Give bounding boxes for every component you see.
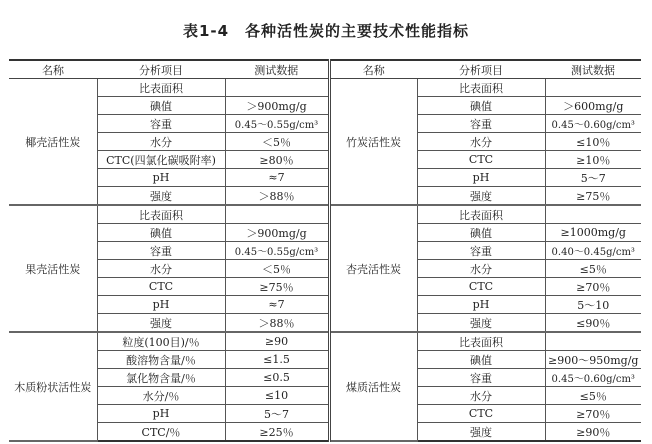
analysis-item: 水分: [417, 387, 545, 405]
test-value: ≥90％: [545, 423, 641, 442]
test-value: ≥25％: [225, 423, 329, 442]
table-row: [9, 405, 641, 423]
table-row: [9, 423, 641, 442]
test-value: 5～7: [225, 405, 329, 423]
test-value: ＜5％: [225, 260, 329, 278]
test-value: ≥80％: [225, 151, 329, 169]
carbon-type-name: 煤质活性炭: [329, 332, 417, 441]
analysis-item: CTC(四氯化碳吸附率): [97, 151, 225, 169]
test-value: ＞900mg/g: [225, 224, 329, 242]
analysis-item: pH: [417, 169, 545, 187]
test-value: 0.45～0.60g/cm³: [545, 115, 641, 133]
analysis-item: 比表面积: [417, 79, 545, 97]
test-value: ＞900mg/g: [225, 97, 329, 115]
analysis-item: 水分: [97, 260, 225, 278]
analysis-item: 碘值: [97, 224, 225, 242]
test-value: 5～7: [545, 169, 641, 187]
analysis-item: 容重: [417, 242, 545, 260]
test-value: 0.45～0.55g/cm³: [225, 242, 329, 260]
table-row: [9, 387, 641, 405]
header-value-right: 测试数据: [545, 60, 641, 79]
test-value: 5～10: [545, 296, 641, 314]
table-row: [9, 351, 641, 369]
test-value: ≥90: [225, 332, 329, 351]
header-row: [9, 60, 641, 79]
test-value: [545, 205, 641, 224]
test-value: ＞600mg/g: [545, 97, 641, 115]
test-value: [225, 79, 329, 97]
analysis-item: CTC: [97, 278, 225, 296]
analysis-item: 容重: [97, 242, 225, 260]
table-row: [9, 314, 641, 333]
activated-carbon-spec-table: [9, 59, 641, 442]
table-row: [9, 260, 641, 278]
table-row: [9, 169, 641, 187]
table-row: [9, 79, 641, 97]
table-row: [9, 296, 641, 314]
test-value: ≤5％: [545, 260, 641, 278]
analysis-item: pH: [417, 296, 545, 314]
carbon-type-name: 杏壳活性炭: [329, 205, 417, 332]
analysis-item: 碘值: [417, 97, 545, 115]
analysis-item: 水分: [97, 133, 225, 151]
table-row: [9, 224, 641, 242]
analysis-item: 粒度(100目)/％: [97, 332, 225, 351]
analysis-item: 酸溶物含量/％: [97, 351, 225, 369]
table-row: [9, 187, 641, 206]
analysis-item: 容重: [97, 115, 225, 133]
table-body: [9, 79, 641, 442]
table-row: [9, 151, 641, 169]
analysis-item: pH: [97, 405, 225, 423]
header-item-left: 分析项目: [97, 60, 225, 79]
test-value: 0.40～0.45g/cm³: [545, 242, 641, 260]
carbon-type-name: 果壳活性炭: [9, 205, 97, 332]
test-value: [545, 79, 641, 97]
analysis-item: 强度: [97, 187, 225, 206]
test-value: ≤1.5: [225, 351, 329, 369]
test-value: 0.45～0.60g/cm³: [545, 369, 641, 387]
test-value: ＜5％: [225, 133, 329, 151]
header-item-right: 分析项目: [417, 60, 545, 79]
analysis-item: pH: [97, 296, 225, 314]
analysis-item: 容重: [417, 369, 545, 387]
table-row: [9, 97, 641, 115]
test-value: ≥70％: [545, 278, 641, 296]
analysis-item: CTC/％: [97, 423, 225, 442]
analysis-item: 比表面积: [417, 332, 545, 351]
analysis-item: 强度: [97, 314, 225, 333]
table-title: 表1-4 各种活性炭的主要技术性能指标: [182, 22, 470, 40]
table-row: [9, 133, 641, 151]
analysis-item: 氯化物含量/％: [97, 369, 225, 387]
analysis-item: 强度: [417, 423, 545, 442]
test-value: 0.45～0.55g/cm³: [225, 115, 329, 133]
test-value: ＞88％: [225, 187, 329, 206]
table-row: [9, 205, 641, 224]
test-value: ≥900～950mg/g: [545, 351, 641, 369]
analysis-item: CTC: [417, 405, 545, 423]
header-name-left: 名称: [9, 60, 97, 79]
header-name-right: 名称: [329, 60, 417, 79]
test-value: ≈7: [225, 169, 329, 187]
table-row: [9, 278, 641, 296]
analysis-item: CTC: [417, 151, 545, 169]
carbon-type-name: 木质粉状活性炭: [9, 332, 97, 441]
header-value-left: 测试数据: [225, 60, 329, 79]
analysis-item: 碘值: [417, 351, 545, 369]
test-value: ≤5％: [545, 387, 641, 405]
test-value: ≥75％: [545, 187, 641, 206]
analysis-item: CTC: [417, 278, 545, 296]
test-value: [225, 205, 329, 224]
carbon-type-name: 椰壳活性炭: [9, 79, 97, 206]
test-value: ≥10％: [545, 151, 641, 169]
test-value: ≥75％: [225, 278, 329, 296]
table-row: [9, 369, 641, 387]
analysis-item: 碘值: [97, 97, 225, 115]
test-value: [545, 332, 641, 351]
test-value: ≈7: [225, 296, 329, 314]
analysis-item: 容重: [417, 115, 545, 133]
test-value: ≤0.5: [225, 369, 329, 387]
analysis-item: 碘值: [417, 224, 545, 242]
test-value: ＞88％: [225, 314, 329, 333]
carbon-type-name: 竹炭活性炭: [329, 79, 417, 206]
analysis-item: 水分/％: [97, 387, 225, 405]
table-row: [9, 115, 641, 133]
analysis-item: 强度: [417, 187, 545, 206]
test-value: ≤10％: [545, 133, 641, 151]
analysis-item: pH: [97, 169, 225, 187]
analysis-item: 比表面积: [97, 79, 225, 97]
table-row: [9, 242, 641, 260]
analysis-item: 水分: [417, 133, 545, 151]
test-value: ≥70％: [545, 405, 641, 423]
analysis-item: 比表面积: [97, 205, 225, 224]
test-value: ≤10: [225, 387, 329, 405]
test-value: ≥1000mg/g: [545, 224, 641, 242]
table-row: [9, 332, 641, 351]
analysis-item: 强度: [417, 314, 545, 333]
analysis-item: 比表面积: [417, 205, 545, 224]
analysis-item: 水分: [417, 260, 545, 278]
test-value: ≤90％: [545, 314, 641, 333]
